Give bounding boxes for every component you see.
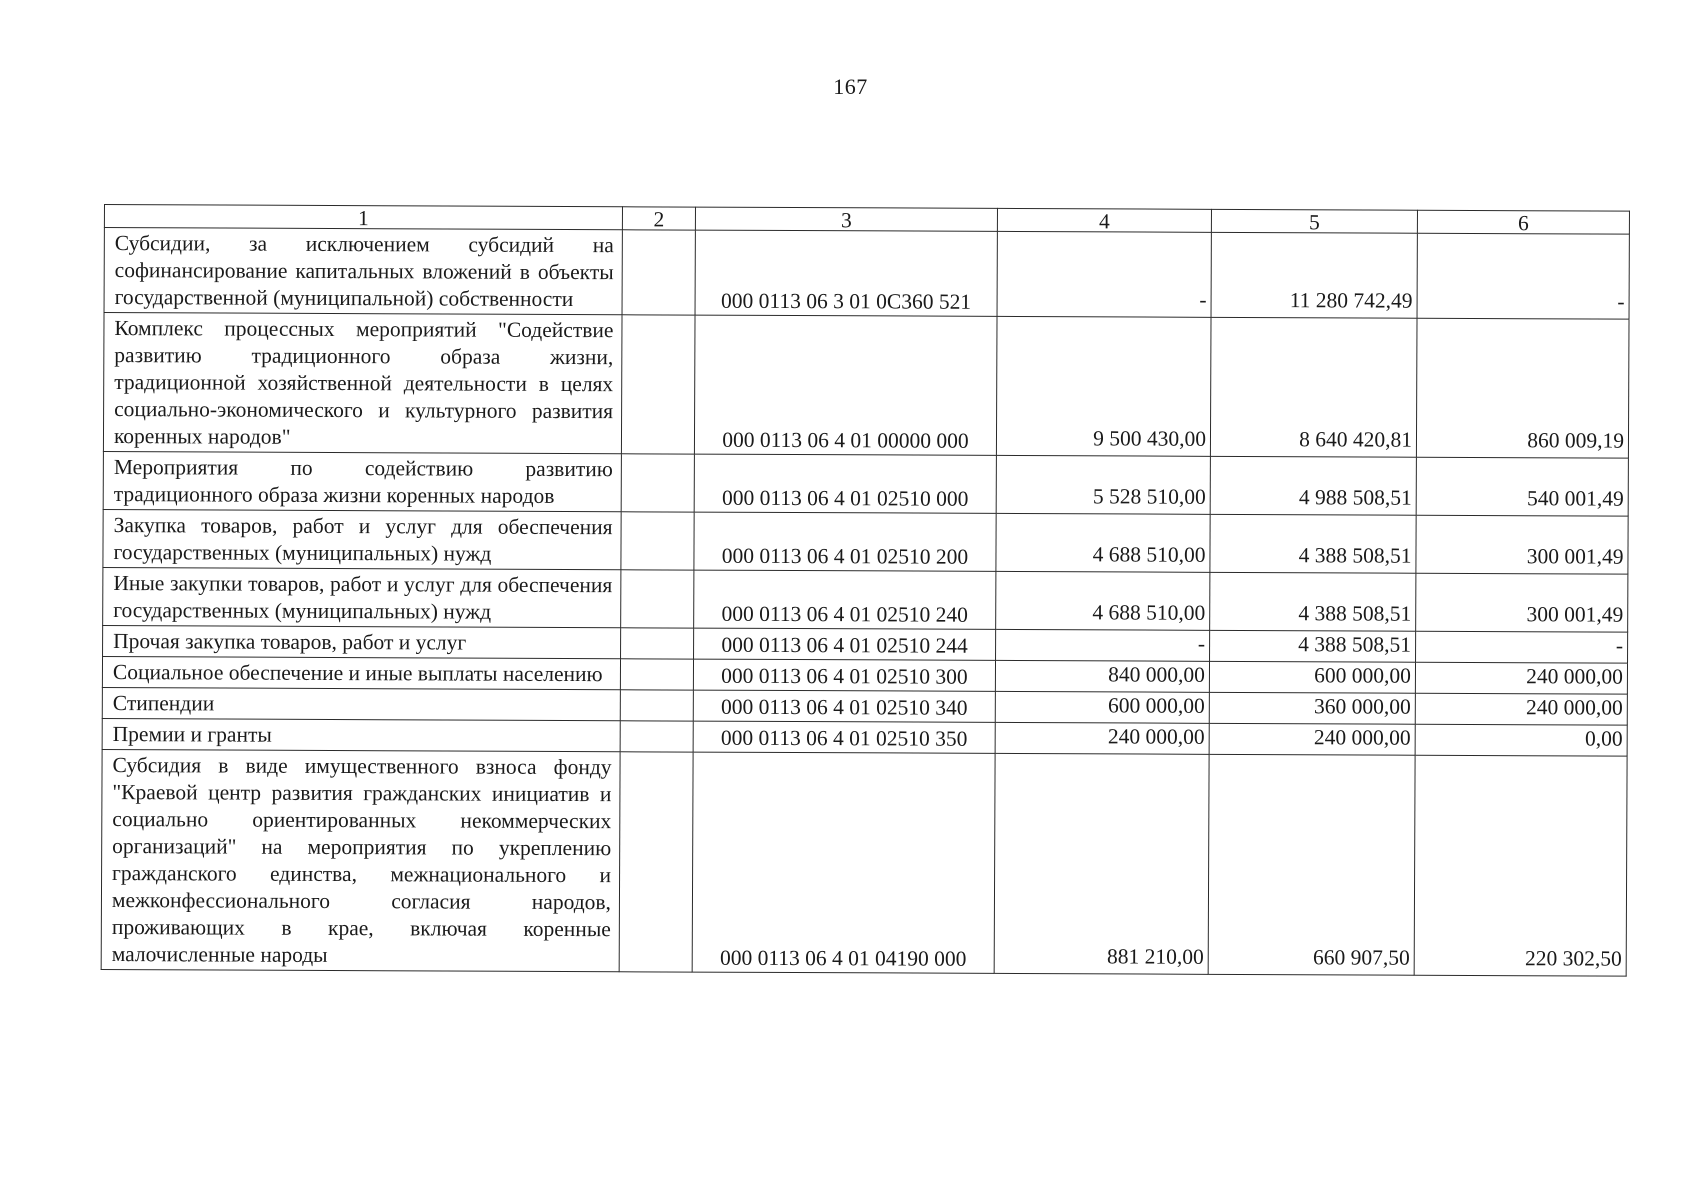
row-code: 000 0113 06 4 01 02510 000 (694, 454, 996, 513)
row-col5: 600 000,00 (1209, 661, 1415, 693)
row-code: 000 0113 06 4 01 04190 000 (692, 752, 995, 973)
row-col4: 600 000,00 (995, 691, 1209, 723)
table-row (101, 749, 1627, 976)
row-name: Прочая закупка товаров, работ и услуг (103, 625, 621, 658)
row-col6: - (1416, 631, 1628, 663)
row-name: Субсидии, за исключением субсидий на софинансирование капитальных вложений в объекты государственной (муниципальной) собственности (104, 228, 622, 315)
row-col4: - (997, 231, 1211, 317)
row-col6: 0,00 (1415, 724, 1627, 756)
row-col2 (621, 454, 694, 512)
row-col6: 240 000,00 (1415, 693, 1627, 725)
row-col5: 4 988 508,51 (1210, 456, 1416, 515)
row-name: Комплекс процессных мероприятий "Содействие развитию традиционного образа жизни, традиционной хозяйственной деятельности в целях социально-экономического и культурного развития коренных народов" (103, 313, 622, 454)
table-row (104, 228, 1629, 320)
row-col4: 5 528 510,00 (996, 455, 1210, 514)
table-row (103, 567, 1628, 632)
column-header-1: 1 (104, 205, 622, 230)
row-name: Иные закупки товаров, работ и услуг для обеспечения государственных (муниципальных) нужд (103, 567, 621, 627)
row-code: 000 0113 06 4 01 00000 000 (694, 315, 997, 455)
row-col6: 540 001,49 (1416, 457, 1628, 516)
row-col2 (620, 721, 693, 752)
row-col4: 240 000,00 (995, 722, 1209, 754)
row-col2 (620, 690, 693, 721)
row-col5: 4 388 508,51 (1210, 630, 1416, 662)
table-row (103, 451, 1628, 516)
row-code: 000 0113 06 4 01 02510 340 (693, 690, 995, 722)
row-col2 (621, 570, 694, 628)
row-col6: 300 001,49 (1416, 515, 1628, 574)
row-col4: 840 000,00 (995, 660, 1209, 692)
row-col2 (622, 230, 695, 315)
row-col2 (621, 512, 694, 570)
row-col4: 9 500 430,00 (996, 316, 1211, 456)
row-code: 000 0113 06 4 01 02510 240 (694, 570, 996, 629)
row-col6: 860 009,19 (1416, 318, 1629, 458)
row-code: 000 0113 06 4 01 02510 200 (694, 512, 996, 571)
row-name: Стипендии (102, 687, 620, 720)
budget-table (101, 204, 1630, 977)
row-col5: 240 000,00 (1209, 723, 1415, 755)
row-name: Субсидия в виде имущественного взноса фонду "Краевой центр развития гражданских инициатив и социально ориентированных некоммерческих организаций" на мероприятия по укреплению гражданского единства, межнационального и межконфессионального согласия народов, проживающих в крае, включая коренные малочисленные народы (101, 749, 620, 971)
table-row (103, 313, 1629, 459)
row-col2 (621, 315, 695, 454)
row-col5: 4 388 508,51 (1210, 514, 1416, 573)
row-col6: 240 000,00 (1415, 662, 1627, 694)
row-col5: 8 640 420,81 (1210, 317, 1417, 457)
row-col2 (620, 659, 693, 690)
column-header-4: 4 (997, 208, 1211, 232)
row-col4: 4 688 510,00 (996, 513, 1210, 572)
row-code: 000 0113 06 4 01 02510 244 (694, 628, 996, 660)
row-code: 000 0113 06 4 01 02510 300 (693, 659, 995, 691)
row-col4: 4 688 510,00 (996, 571, 1210, 630)
row-col5: 360 000,00 (1209, 692, 1415, 724)
row-col4: - (996, 629, 1210, 661)
column-header-5: 5 (1211, 209, 1417, 233)
row-col6: - (1417, 233, 1629, 319)
page-number: 167 (833, 74, 868, 99)
row-col6: 220 302,50 (1414, 755, 1627, 976)
row-col6: 300 001,49 (1416, 573, 1628, 632)
table-row (103, 509, 1628, 574)
row-col5: 660 907,50 (1208, 754, 1415, 975)
row-code: 000 0113 06 3 01 0С360 521 (695, 230, 997, 316)
row-col5: 4 388 508,51 (1210, 572, 1416, 631)
row-col2 (619, 752, 693, 972)
row-code: 000 0113 06 4 01 02510 350 (693, 721, 995, 753)
column-header-2: 2 (622, 207, 695, 230)
row-col4: 881 210,00 (994, 753, 1209, 974)
row-name: Премии и гранты (102, 718, 620, 751)
column-header-6: 6 (1417, 210, 1629, 234)
row-name: Мероприятия по содействию развитию традиционного образа жизни коренных народов (103, 451, 621, 511)
row-name: Закупка товаров, работ и услуг для обеспечения государственных (муниципальных) нужд (103, 509, 621, 569)
row-col2 (621, 628, 694, 659)
row-col5: 11 280 742,49 (1211, 232, 1417, 318)
row-name: Социальное обеспечение и иные выплаты населению (102, 656, 620, 689)
table-body (101, 228, 1629, 977)
column-header-3: 3 (695, 207, 997, 231)
